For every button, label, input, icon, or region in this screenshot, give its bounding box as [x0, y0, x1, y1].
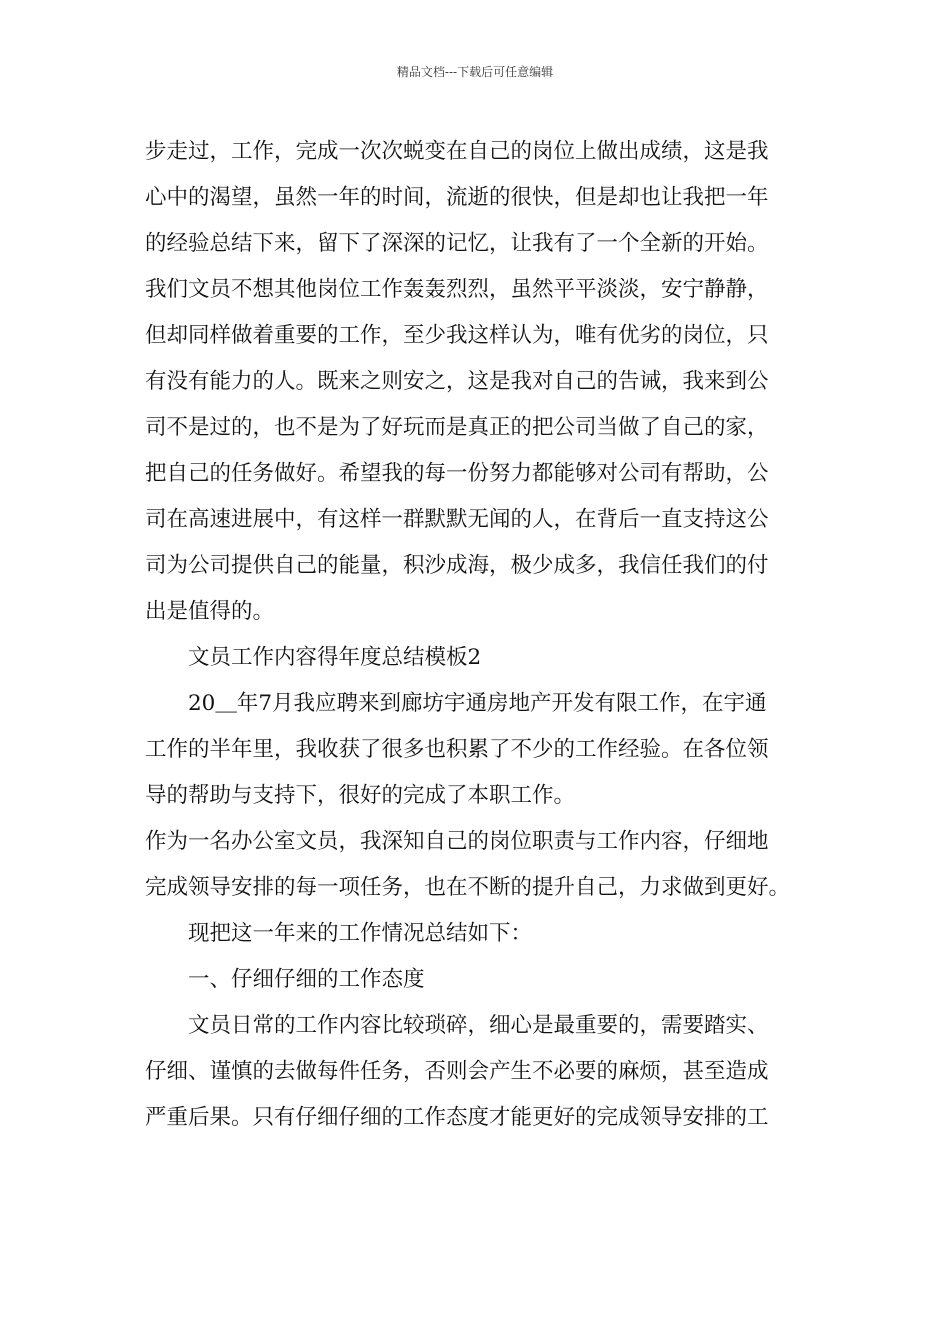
section-title: 文员工作内容得年度总结模板2 — [145, 645, 482, 670]
body-line: 工作的半年里，我收获了很多也积累了不少的工作经验。在各位领 — [145, 737, 769, 762]
body-line: 完成领导安排的每一项任务，也在不断的提升自己，力求做到更好。 — [145, 875, 791, 900]
body-line: 心中的渴望，虽然一年的时间，流逝的很快，但是却也让我把一年 — [145, 185, 769, 210]
body-line: 现把这一年来的工作情况总结如下： — [145, 921, 533, 946]
body-line: 严重后果。只有仔细仔细的工作态度才能更好的完成领导安排的工 — [145, 1105, 769, 1130]
body-line: 但却同样做着重要的工作，至少我这样认为，唯有优劣的岗位，只 — [145, 323, 769, 348]
document-body — [145, 129, 810, 1141]
body-line: 司不是过的，也不是为了好玩而是真正的把公司当做了自己的家， — [145, 415, 769, 440]
body-line: 司为公司提供自己的能量，积沙成海，极少成多，我信任我们的付 — [145, 553, 769, 578]
body-line: 步走过，工作，完成一次次蜕变在自己的岗位上做出成绩，这是我 — [145, 139, 769, 164]
body-line: 仔细、谨慎的去做每件任务，否则会产生不必要的麻烦，甚至造成 — [145, 1059, 769, 1084]
body-line: 文员日常的工作内容比较琐碎，细心是最重要的，需要踏实、 — [145, 1013, 769, 1038]
body-line: 的经验总结下来，留下了深深的记忆，让我有了一个全新的开始。 — [145, 231, 769, 256]
subsection-heading: 一、仔细仔细的工作态度 — [145, 967, 425, 992]
body-line: 把自己的任务做好。希望我的每一份努力都能够对公司有帮助，公 — [145, 461, 769, 486]
body-line: 出是值得的。 — [145, 599, 275, 624]
body-line: 司在高速进展中，有这样一群默默无闻的人，在背后一直支持这公 — [145, 507, 769, 532]
page-header: 精品文档---下载后可任意编辑 — [396, 65, 554, 79]
body-line: 作为一名办公室文员，我深知自己的岗位职责与工作内容，仔细地 — [145, 829, 769, 854]
body-line: 导的帮助与支持下，很好的完成了本职工作。 — [145, 783, 576, 808]
body-line: 20＿年7月我应聘来到廊坊宇通房地产开发有限工作，在宇通 — [145, 691, 767, 716]
body-line: 我们文员不想其他岗位工作轰轰烈烈，虽然平平淡淡，安宁静静， — [145, 277, 769, 302]
body-line: 有没有能力的人。既来之则安之，这是我对自己的告诫，我来到公 — [145, 369, 769, 394]
